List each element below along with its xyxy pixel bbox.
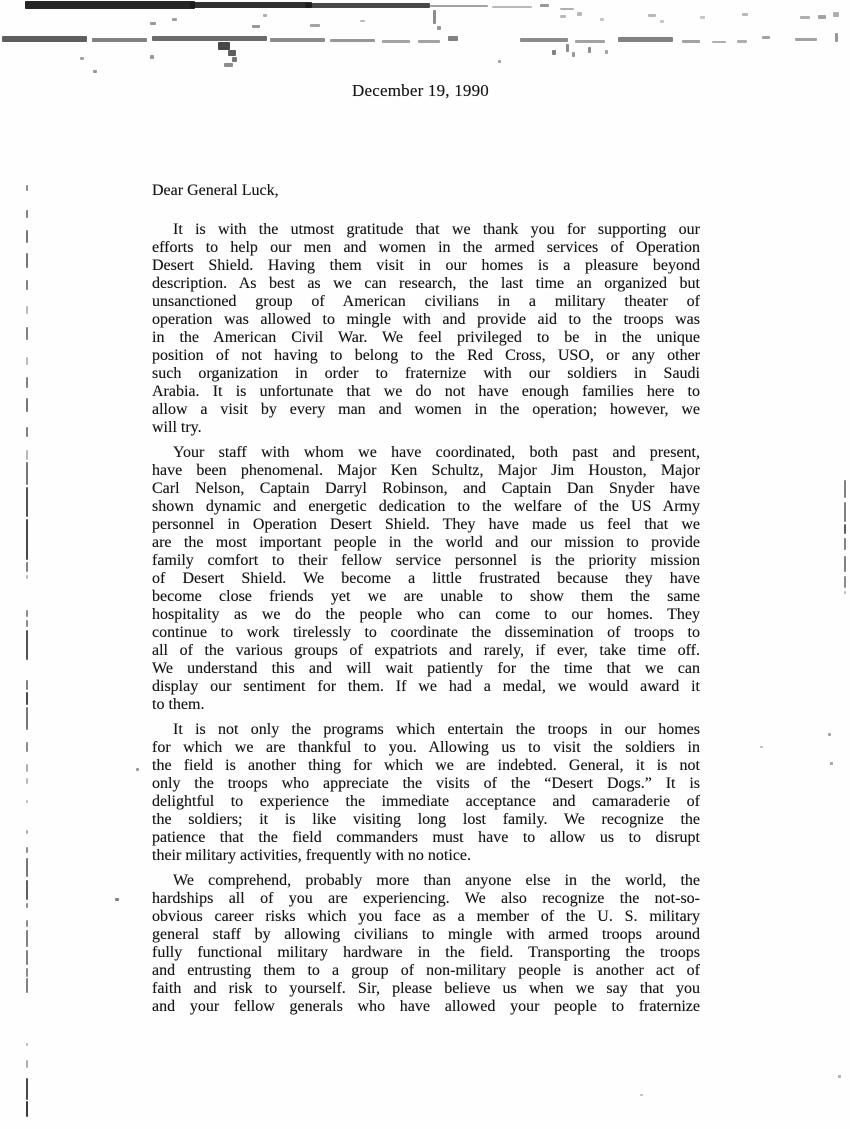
scan-artifact [26,692,28,705]
letter-line: to them. [152,696,205,713]
letter-line: family comfort to their fellow service personnel is the priority mission [152,552,700,569]
scan-artifact [430,5,488,7]
scan-artifact [26,280,28,290]
scan-artifact [150,55,154,59]
scan-artifact [26,398,28,412]
letter-line: operation was allowed to mingle with and provide aid to the troops was [152,311,700,328]
scan-artifact [305,3,430,8]
scan-artifact [26,575,28,579]
scan-artifact [26,778,28,784]
scan-artifact [26,903,28,908]
scan-artifact [26,1078,28,1100]
scan-artifact [26,742,28,752]
scan-artifact [232,57,237,62]
scan-artifact [26,210,28,218]
scan-artifact [828,733,831,736]
scan-artifact [228,50,236,56]
scan-artifact [25,1,195,9]
letter-line: their military activities, frequently with no notice. [152,847,472,864]
scan-artifact [742,13,748,16]
letter-line: We understand this and will wait patiently for the time that we can [152,660,700,677]
scan-artifact [437,26,441,30]
scan-artifact [136,768,139,771]
letter-line: the soldiers; it is like visiting long lost family. We recognize the [152,811,700,828]
letter-line: shown dynamic and energetic dedication to the welfare of the US Army [152,498,700,515]
letter-line: efforts to help our men and women in the armed services of Operation [152,239,700,256]
scan-artifact [26,487,28,517]
scan-artifact [26,950,28,965]
scan-artifact [26,357,28,365]
scan-artifact [618,37,673,42]
scan-artifact [263,14,267,17]
letter-body [152,221,700,1023]
scan-artifact [795,38,817,41]
scan-artifact [26,327,28,340]
scan-artifact [800,16,810,19]
letter-line: It is with the utmost gratitude that we thank you for supporting our [173,221,700,238]
letter-line: description. As best as we can research, the last time an organized but [152,275,700,292]
letter-line: and your fellow generals who have allowed your people to fraternize [152,998,700,1015]
letter-line: general staff by allowing civilians to mingle with armed troops around [152,926,700,943]
letter-line: hospitality as we do the people who can come to our homes. They [152,606,700,623]
scan-artifact [600,18,604,21]
scan-artifact [26,519,28,560]
scan-artifact [150,22,156,25]
scan-artifact [448,36,458,41]
letter-line: Carl Nelson, Captain Darryl Robinson, and Captain Dan Snyder have [152,480,700,497]
scan-artifact [833,12,839,17]
scan-artifact [26,630,28,660]
scan-artifact [26,978,28,993]
scan-artifact [115,898,119,901]
scan-artifact [382,40,410,43]
scan-artifact [26,880,28,900]
scan-artifact [560,15,566,18]
letter-line: will try. [152,419,202,436]
scan-artifact [844,591,846,594]
scan-artifact [605,50,608,54]
scan-artifact [640,1094,643,1096]
letter-line: position of not having to belong to the Red Cross, USO, or any other [152,347,700,364]
letter-salutation: Dear General Luck, [152,182,279,199]
letter-paragraph [152,221,700,437]
letter-line: personnel in Operation Desert Shield. They have made us feel that we [152,516,700,533]
letter-line: Your staff with whom we have coordinated, both past and present, [173,444,700,461]
scan-artifact [835,33,838,42]
scan-artifact [433,10,436,24]
letter-line: unsanctioned group of American civilians in a military theater of [152,293,700,310]
scan-artifact [26,306,28,314]
scan-artifact [26,377,28,388]
scan-artifact [310,24,320,27]
scan-artifact [330,39,375,42]
scan-artifact [575,40,605,43]
scan-artifact [26,427,28,437]
scan-artifact [252,25,260,28]
scan-artifact [26,858,28,877]
scan-artifact [270,38,325,42]
scan-artifact [26,185,28,191]
scan-artifact [492,6,532,8]
letter-paragraph [152,721,700,865]
letter-line: all of the various groups of expatriots and rarely, if ever, take time off. [152,642,700,659]
letter-line: obvious career risks which you face as a member of the U. S. military [152,908,700,925]
scan-artifact [26,680,28,690]
scan-artifact [26,620,28,627]
scan-artifact [838,1075,841,1078]
scan-artifact [172,18,177,21]
letter-line: allow a visit by every man and women in the operation; however, we [152,401,700,418]
letter-line: patience that the field commanders must have to allow us to disrupt [152,829,700,846]
scan-artifact [26,1043,28,1046]
letter-line: display our sentiment for them. If we had a medal, we would award it [152,678,700,695]
scan-artifact [844,502,846,522]
scan-artifact [152,36,267,41]
letter-line: It is not only the programs which entertain the troops in our homes [173,721,700,738]
letter-line: fully functional military hardware in the field. Transporting the troops [152,944,700,961]
scan-artifact [26,764,28,772]
scan-artifact [844,576,846,588]
letter-paragraph [152,872,700,1016]
scan-artifact [93,70,97,73]
letter-line: hardships all of you are experiencing. We also recognize the not-so- [152,890,700,907]
scan-artifact [844,524,846,534]
scan-artifact [830,762,833,765]
letter-line: and entrusting them to a group of non-military people is another act of [152,962,700,979]
scan-artifact [26,800,28,803]
scan-artifact [26,920,28,927]
scan-artifact [26,707,28,730]
scan-artifact [26,968,28,977]
scan-artifact [360,20,365,22]
scan-artifact [498,60,501,63]
letter-line: have been phenomenal. Major Ken Schultz, Major Jim Houston, Major [152,462,700,479]
scan-artifact [418,40,440,43]
scan-artifact [190,2,312,8]
scan-artifact [560,8,574,10]
scan-artifact [26,253,28,268]
letter-line: of Desert Shield. We become a little frustrated because they have [152,570,700,587]
scan-artifact [566,44,569,52]
letter-line: faith and risk to yourself. Sir, please believe us when we say that you [152,980,700,997]
scan-artifact [760,746,763,748]
scan-artifact [80,57,84,60]
scan-artifact [762,36,770,39]
scan-artifact [26,450,28,460]
scan-artifact [26,847,28,853]
scan-artifact [218,42,230,50]
letter-line: Desert Shield. Having them visit in our homes is a pleasure beyond [152,257,700,274]
scan-artifact [712,41,726,43]
scan-artifact [26,562,28,572]
scan-artifact [818,15,826,19]
letter-line: We comprehend, probably more than anyone else in the world, the [173,872,700,889]
scan-artifact [2,36,87,42]
letter-line: continue to work tirelessly to coordinate the dissemination of troops to [152,624,700,641]
scan-artifact [588,47,591,53]
scan-artifact [26,830,28,834]
scan-artifact [660,20,664,23]
scan-artifact [737,40,747,43]
scan-artifact [26,1060,28,1068]
scan-artifact [844,556,846,572]
scan-artifact [648,14,656,17]
scan-artifact [700,16,705,19]
scan-artifact [26,462,28,485]
letter-line: the field is another thing for which we are indebted. General, it is not [152,757,700,774]
scan-artifact [224,63,233,67]
scan-artifact [520,38,568,42]
scan-artifact [92,38,147,42]
scan-artifact [844,480,846,498]
letter-line: for which we are thankful to you. Allowing us to visit the soldiers in [152,739,700,756]
scan-artifact [26,930,28,947]
scan-artifact [844,538,846,550]
letter-line: are the most important people in the world and our mission to provide [152,534,700,551]
letter-line: delightful to experience the immediate acceptance and camaraderie of [152,793,700,810]
scan-artifact [552,50,556,55]
scan-artifact [26,230,28,243]
scan-artifact [26,1101,28,1117]
letter-paragraph [152,444,700,714]
scan-artifact [577,12,582,16]
scan-artifact [540,4,549,7]
letter-line: in the American Civil War. We feel privileged to be in the unique [152,329,700,346]
letter-line: Arabia. It is unfortunate that we do not have enough families here to [152,383,700,400]
letter-line: such organization in order to fraternize with our soldiers in Saudi [152,365,700,382]
scan-artifact [572,52,575,57]
letter-line: only the troops who appreciate the visits of the “Desert Dogs.” It is [152,775,700,792]
letter-date: December 19, 1990 [352,81,489,100]
scan-artifact [682,40,700,43]
scan-artifact [26,610,28,617]
letter-line: become close friends yet we are unable to show them the same [152,588,700,605]
